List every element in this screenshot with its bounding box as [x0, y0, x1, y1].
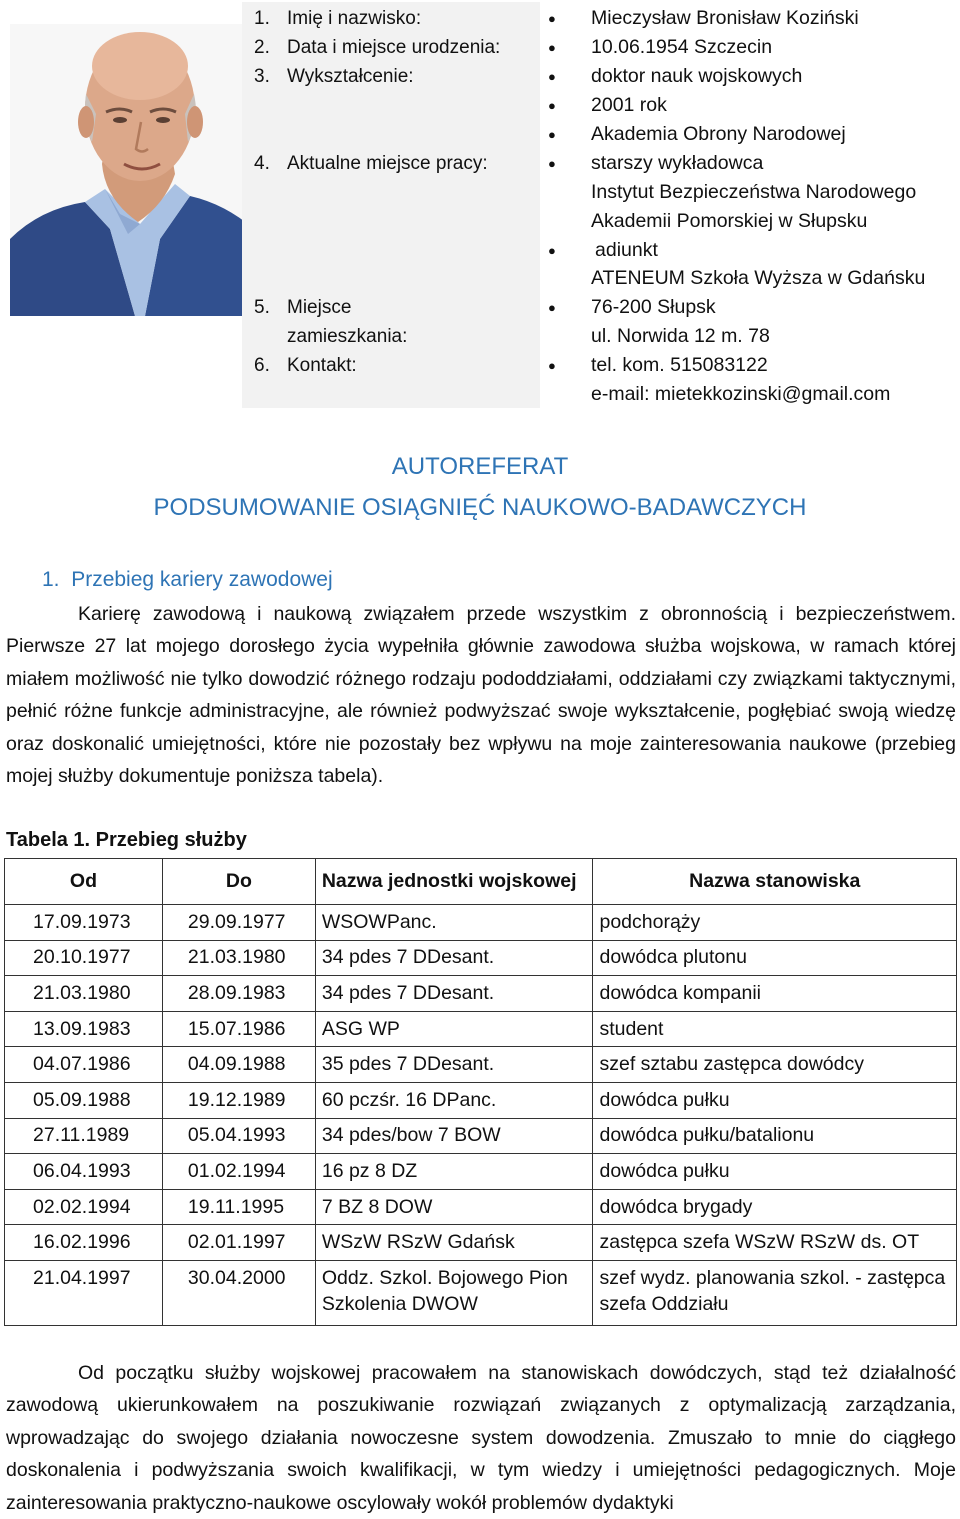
cell-to: 04.09.1988	[162, 1047, 315, 1083]
cell-from: 04.07.1986	[5, 1047, 163, 1083]
cell-to: 19.12.1989	[162, 1082, 315, 1118]
cell-unit: 16 pz 8 DZ	[315, 1154, 593, 1190]
field-label: Wykształcenie:	[287, 66, 414, 87]
table-row	[5, 976, 957, 1012]
section-number: 1.	[42, 568, 60, 591]
cell-unit: 34 pdes/bow 7 BOW	[315, 1118, 593, 1154]
field-number: 6.	[254, 355, 270, 376]
bullet-icon: ●	[548, 127, 556, 142]
cell-position: zastępca szefa WSzW RSzW ds. OT	[593, 1225, 957, 1261]
field-label: Kontakt:	[287, 355, 357, 376]
service-table	[4, 858, 957, 1326]
cell-unit: 34 pdes 7 DDesant.	[315, 976, 593, 1012]
cell-unit: 34 pdes 7 DDesant.	[315, 940, 593, 976]
cell-unit: 60 pczśr. 16 DPanc.	[315, 1082, 593, 1118]
portrait-photo	[10, 24, 254, 316]
bullet-icon: ●	[548, 98, 556, 113]
paragraph-command: Od początku służby wojskowej pracowałem na stanowiskach dowódczych, stąd też działalność zawodową ukierunkowałem na poszukiwanie rozwiązań związanych z optymalizacją zarządzania, wprowadzając do swojego działania nowoczesne system dowodzenia. Zmuszało to mnie do ciągłego doskonalenia i podwyższania swoich kwalifikacji, w tym wiedzy i umiejętności pedagogicznych. Moje zainteresowania praktyczno-naukowe oscylowały wokół problemów dydaktyki	[6, 1362, 956, 1514]
name-value: Mieczysław Bronisław Koziński	[591, 7, 859, 29]
column-header-to: Do	[162, 859, 315, 905]
cell-unit: ASG WP	[315, 1011, 593, 1047]
cell-to: 15.07.1986	[162, 1011, 315, 1047]
table-caption: Tabela 1. Przebieg służby	[6, 829, 247, 851]
degree-year-value: 2001 rok	[591, 94, 667, 116]
cell-to: 01.02.1994	[162, 1154, 315, 1190]
cell-from: 20.10.1977	[5, 940, 163, 976]
table-row	[5, 1118, 957, 1154]
birth-value: 10.06.1954 Szczecin	[591, 36, 773, 58]
cell-position: dowódca plutonu	[593, 940, 957, 976]
field-number: 2.	[254, 37, 270, 58]
cell-to: 05.04.1993	[162, 1118, 315, 1154]
cell-to: 30.04.2000	[162, 1260, 315, 1325]
field-label: Miejsce zamieszkania:	[287, 297, 408, 347]
paragraph-career: Karierę zawodową i naukową związałem przede wszystkim z obronnością i bezpieczeństwem. Pierwsze 27 lat mojego dorosłego życia wypełniła głównie zawodowa służba wojskowa, w ramach której miałem możliwość nie tylko dowodzić różnego rodzaju pododdziałami, oddziałami czy związkami taktycznymi, pełnić różne funkcje administracyjne, ale również podwyższać swoje wykształcenie, pogłębiać swoją wiedzę oraz doskonalić umiejętności, które nie pozostały bez wpływu na moje zainteresowania naukowe (przebieg mojej służby dokumentuje poniższa tabela).	[6, 603, 956, 788]
cell-from: 16.02.1996	[5, 1225, 163, 1261]
job1-place1-value: Instytut Bezpieczeństwa Narodowego	[591, 181, 917, 203]
field-label: Imię i nazwisko:	[287, 8, 422, 29]
address1-value: 76-200 Słupsk	[591, 296, 716, 318]
cell-position: szef sztabu zastępca dowódcy	[593, 1047, 957, 1083]
bullet-icon: ●	[548, 69, 556, 84]
cell-unit: 7 BZ 8 DOW	[315, 1189, 593, 1225]
cell-to: 19.11.1995	[162, 1189, 315, 1225]
cell-position: dowódca pułku	[593, 1154, 957, 1190]
bullet-icon: ●	[548, 156, 556, 171]
cell-position: dowódca kompanii	[593, 976, 957, 1012]
cell-from: 21.04.1997	[5, 1260, 163, 1325]
cell-to: 21.03.1980	[162, 940, 315, 976]
academy-value: Akademia Obrony Narodowej	[591, 123, 846, 145]
bullet-icon: ●	[548, 40, 556, 55]
job1-place2-value: Akademii Pomorskiej w Słupsku	[591, 210, 868, 232]
profile-labels	[242, 2, 540, 408]
table-row	[5, 1225, 957, 1261]
field-label: Data i miejsce urodzenia:	[287, 37, 501, 58]
cell-position: student	[593, 1011, 957, 1047]
table-row	[5, 1189, 957, 1225]
cell-from: 06.04.1993	[5, 1154, 163, 1190]
cell-to: 28.09.1983	[162, 976, 315, 1012]
column-header-from: Od	[5, 859, 163, 905]
cell-unit: WSOWPanc.	[315, 905, 593, 941]
section-title: Przebieg kariery zawodowej	[71, 568, 333, 591]
cell-unit: Oddz. Szkol. Bojowego Pion Szkolenia DWOW	[315, 1260, 593, 1325]
degree-value: doktor nauk wojskowych	[591, 65, 803, 87]
email-value: e-mail: mietekkozinski@gmail.com	[591, 383, 891, 405]
cell-unit: WSzW RSzW Gdańsk	[315, 1225, 593, 1261]
table-row	[5, 1011, 957, 1047]
field-number: 5.	[254, 297, 270, 318]
table-row	[5, 1082, 957, 1118]
section-heading	[42, 566, 333, 594]
document-title: AUTOREFERAT	[391, 453, 569, 480]
job2-place-value: ATENEUM Szkoła Wyższa w Gdańsku	[591, 267, 926, 289]
cell-position: dowódca pułku/batalionu	[593, 1118, 957, 1154]
cell-from: 17.09.1973	[5, 905, 163, 941]
cell-position: dowódca brygady	[593, 1189, 957, 1225]
field-number: 4.	[254, 153, 270, 174]
bullet-icon: ●	[548, 11, 556, 26]
cell-from: 21.03.1980	[5, 976, 163, 1012]
cell-from: 05.09.1988	[5, 1082, 163, 1118]
cell-position: szef wydz. planowania szkol. - zastępca szefa Oddziału	[593, 1260, 957, 1325]
table-row	[5, 1260, 957, 1325]
cell-position: dowódca pułku	[593, 1082, 957, 1118]
column-header-unit: Nazwa jednostki wojskowej	[315, 859, 593, 905]
document-subtitle: PODSUMOWANIE OSIĄGNIĘĆ NAUKOWO-BADAWCZYCH	[153, 494, 807, 521]
bullet-icon: ●	[548, 358, 556, 373]
profile-values	[540, 2, 950, 408]
phone-value: tel. kom. 515083122	[591, 354, 768, 376]
table-header-row	[5, 859, 957, 905]
job2-title-value: adiunkt	[595, 239, 658, 261]
field-label: Aktualne miejsce pracy:	[287, 153, 488, 174]
table-row	[5, 905, 957, 941]
column-header-position: Nazwa stanowiska	[593, 859, 957, 905]
cell-from: 02.02.1994	[5, 1189, 163, 1225]
field-number: 3.	[254, 66, 270, 87]
cell-position: podchorąży	[593, 905, 957, 941]
cell-from: 13.09.1983	[5, 1011, 163, 1047]
cell-unit: 35 pdes 7 DDesant.	[315, 1047, 593, 1083]
table-row	[5, 940, 957, 976]
bullet-icon: ●	[548, 243, 556, 258]
cell-to: 29.09.1977	[162, 905, 315, 941]
address2-value: ul. Norwida 12 m. 78	[591, 325, 770, 347]
field-number: 1.	[254, 8, 270, 29]
cell-to: 02.01.1997	[162, 1225, 315, 1261]
job1-title-value: starszy wykładowca	[591, 152, 764, 174]
bullet-icon: ●	[548, 300, 556, 315]
table-row	[5, 1154, 957, 1190]
cell-from: 27.11.1989	[5, 1118, 163, 1154]
table-row	[5, 1047, 957, 1083]
